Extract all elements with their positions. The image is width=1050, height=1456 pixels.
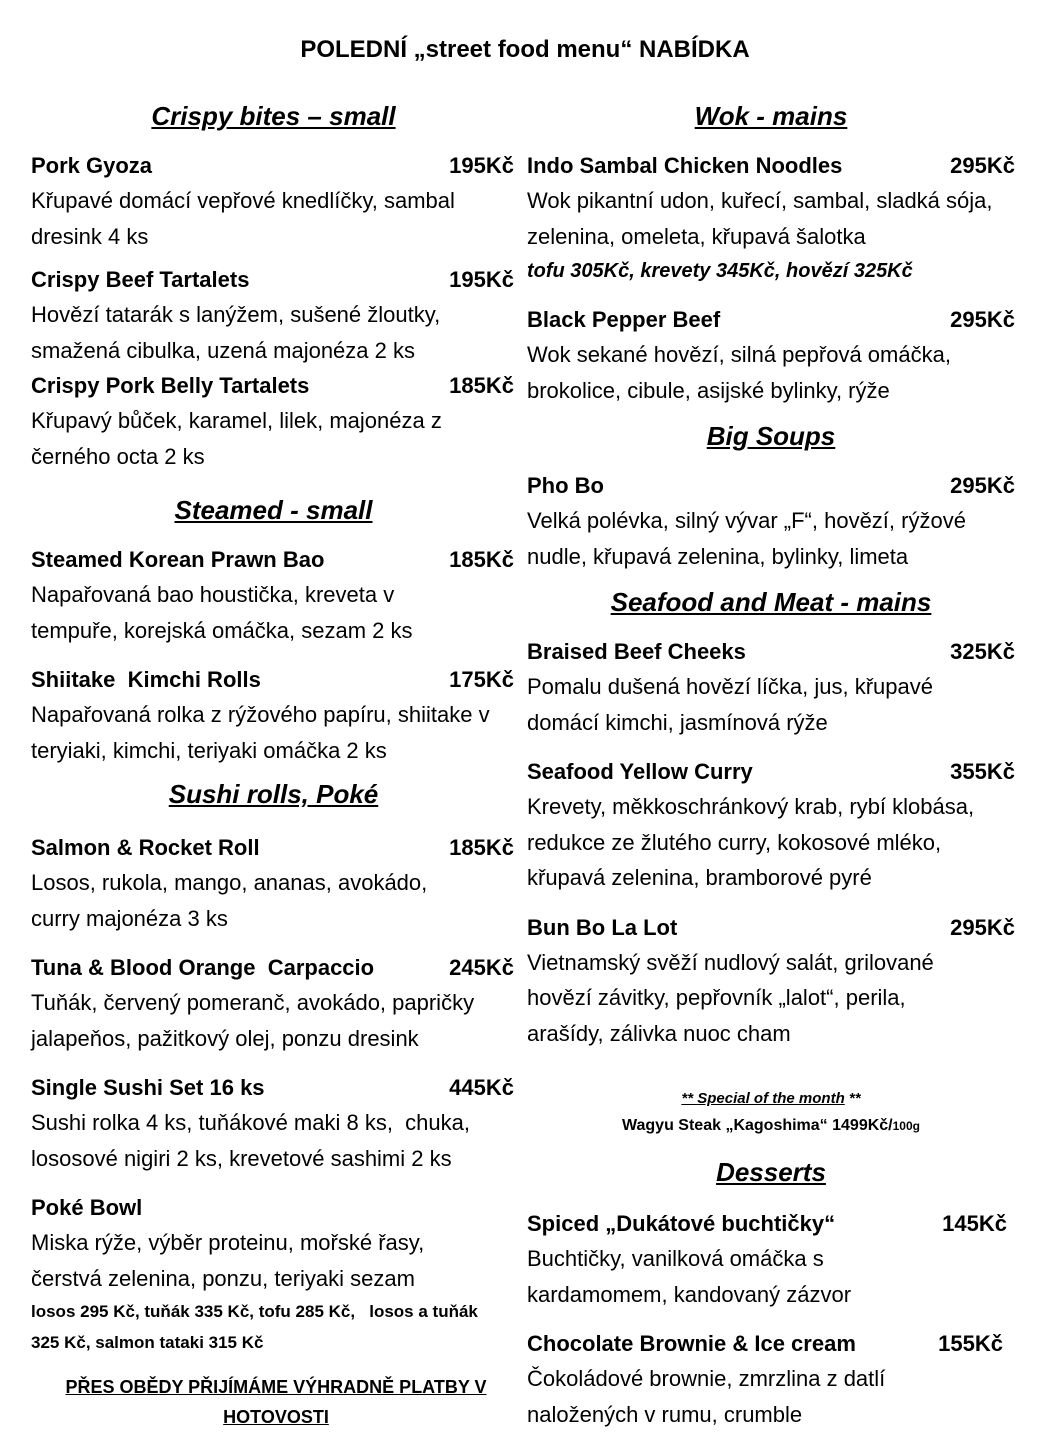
menu-item bbox=[31, 830, 514, 936]
item-price: 185Kč bbox=[449, 547, 514, 572]
menu-item bbox=[31, 1070, 514, 1176]
cash-only-notice: PŘES OBĚDY PŘIJÍMÁME VÝHRADNĚ PLATBY V HOTOVOSTI bbox=[65, 1377, 487, 1427]
item-price: 185Kč bbox=[449, 373, 514, 398]
item-name: Black Pepper Beef bbox=[527, 307, 721, 332]
item-description: Napařovaná bao houstička, kreveta v tempuře, korejská omáčka, sezam 2 ks bbox=[31, 582, 413, 643]
item-price: 245Kč bbox=[449, 955, 514, 980]
item-description: Křupavý bůček, karamel, lilek, majonéza z černého octa 2 ks bbox=[31, 408, 442, 469]
menu-item bbox=[527, 1326, 1003, 1432]
item-description: Velká polévka, silný vývar „F“, hovězí, rýžové nudle, křupavá zelenina, bylinky, limeta bbox=[527, 508, 966, 569]
item-price: 155Kč bbox=[938, 1331, 1003, 1356]
item-name: Pho Bo bbox=[527, 473, 604, 498]
menu-item bbox=[527, 1206, 1007, 1312]
item-description: Miska rýže, výběr proteinu, mořské řasy, čerstvá zelenina, ponzu, teriyaki sezam bbox=[31, 1230, 425, 1291]
item-name: Tuna & Blood Orange Carpaccio bbox=[31, 955, 375, 980]
item-price: 295Kč bbox=[950, 307, 1015, 332]
section-heading-seafood: Seafood and Meat - mains bbox=[610, 587, 932, 617]
menu-item bbox=[527, 302, 1015, 408]
item-price: 295Kč bbox=[950, 473, 1015, 498]
item-price: 355Kč bbox=[950, 759, 1015, 784]
item-name: Braised Beef Cheeks bbox=[527, 639, 746, 664]
item-name: Bun Bo La Lot bbox=[527, 914, 678, 940]
item-name: Spiced „Dukátové buchtičky“ bbox=[527, 1211, 836, 1236]
item-description: Losos, rukola, mango, ananas, avokádo, curry majonéza 3 ks bbox=[31, 870, 428, 931]
item-description: Buchtičky, vanilková omáčka s kardamomem, kandovaný zázvor bbox=[527, 1246, 852, 1307]
item-price: 185Kč bbox=[449, 835, 514, 860]
special-title: Special of the month bbox=[697, 1090, 845, 1107]
item-description: Čokoládové brownie, zmrzlina z datlí naložených v rumu, crumble bbox=[527, 1366, 886, 1427]
item-price: 145Kč bbox=[942, 1211, 1007, 1236]
menu-item bbox=[527, 634, 1015, 740]
special-stars: ** bbox=[681, 1090, 694, 1107]
item-name: Single Sushi Set 16 ks bbox=[31, 1075, 265, 1100]
item-description: Křupavé domácí vepřové knedlíčky, sambal dresink 4 ks bbox=[31, 188, 455, 249]
item-description: Hovězí tatarák s lanýžem, sušené žloutky, smažená cibulka, uzená majonéza 2 ks bbox=[31, 302, 441, 363]
item-description: Pomalu dušená hovězí líčka, jus, křupavé domácí kimchi, jasmínová rýže bbox=[527, 674, 934, 735]
menu-item bbox=[31, 368, 514, 474]
special-text: Wagyu Steak „Kagoshima“ 1499Kč/ bbox=[622, 1117, 893, 1134]
item-variants: losos 295 Kč, tuňák 335 Kč, tofu 285 Kč, losos a tuňák 325 Kč, salmon tataki 315 Kč bbox=[31, 1302, 483, 1352]
item-price: 175Kč bbox=[449, 667, 514, 692]
menu-item bbox=[31, 148, 514, 254]
item-description: Napařovaná rolka z rýžového papíru, shiitake v teryiaki, kimchi, teriyaki omáčka 2 ks bbox=[31, 702, 490, 763]
menu-item bbox=[31, 262, 514, 368]
item-variants: tofu 305Kč, krevety 345Kč, hovězí 325Kč bbox=[527, 260, 913, 282]
page-title: POLEDNÍ „street food menu“ NABÍDKA bbox=[300, 36, 750, 63]
item-price: 195Kč bbox=[449, 153, 514, 178]
menu-item bbox=[31, 1190, 514, 1358]
menu-item bbox=[31, 950, 514, 1056]
special-label bbox=[527, 1085, 1015, 1112]
special-of-month bbox=[527, 1085, 1015, 1140]
menu-item bbox=[527, 754, 1015, 896]
right-column bbox=[527, 98, 1015, 1432]
item-description: Vietnamský svěží nudlový salát, grilované hovězí závitky, pepřovník „lalot“, perila, arašídy, zálivka nuoc cham bbox=[527, 949, 934, 1046]
item-description: Wok pikantní udon, kuřecí, sambal, sladká sója, zelenina, omeleta, křupavá šalotka bbox=[527, 188, 993, 249]
item-name: Seafood Yellow Curry bbox=[527, 759, 753, 784]
item-name: Shiitake Kimchi Rolls bbox=[31, 667, 261, 692]
special-unit: 100g bbox=[892, 1119, 920, 1133]
item-description: Sushi rolka 4 ks, tuňákové maki 8 ks, chuka, lososové nigiri 2 ks, krevetové sashimi 2 ks bbox=[31, 1110, 477, 1171]
item-description: Tuňák, červený pomeranč, avokádo, papričky jalapeňos, pažitkový olej, ponzu dresink bbox=[31, 990, 475, 1051]
menu-item bbox=[527, 468, 1015, 574]
item-name: Poké Bowl bbox=[31, 1195, 143, 1220]
special-stars: ** bbox=[848, 1090, 861, 1107]
menu-item bbox=[31, 542, 514, 648]
section-heading-steamed: Steamed - small bbox=[174, 495, 373, 525]
item-price: 325Kč bbox=[950, 639, 1015, 664]
section-heading-wok: Wok - mains bbox=[694, 101, 848, 131]
item-price: 295Kč bbox=[950, 914, 1015, 940]
section-heading-sushi: Sushi rolls, Poké bbox=[168, 779, 379, 809]
menu-item bbox=[527, 910, 1015, 1052]
section-heading-desserts: Desserts bbox=[716, 1157, 826, 1187]
special-item bbox=[527, 1112, 1015, 1140]
item-price: 195Kč bbox=[449, 267, 514, 292]
item-name: Crispy Beef Tartalets bbox=[31, 267, 250, 292]
item-price: 445Kč bbox=[449, 1075, 514, 1100]
item-price: 295Kč bbox=[950, 153, 1015, 178]
item-name: Steamed Korean Prawn Bao bbox=[31, 547, 325, 572]
section-heading-soups: Big Soups bbox=[706, 421, 836, 451]
item-name: Pork Gyoza bbox=[31, 153, 153, 178]
left-column bbox=[31, 98, 516, 1432]
menu-item bbox=[527, 148, 1015, 288]
menu-item bbox=[31, 662, 514, 768]
item-name: Crispy Pork Belly Tartalets bbox=[31, 373, 310, 398]
item-description: Krevety, měkkoschránkový krab, rybí klobása, redukce ze žlutého curry, kokosové mléko, křupavá zelenina, bramborové pyré bbox=[527, 794, 975, 890]
item-name: Salmon & Rocket Roll bbox=[31, 835, 260, 860]
section-heading-crispy: Crispy bites – small bbox=[151, 101, 396, 131]
item-description: Wok sekané hovězí, silná pepřová omáčka, brokolice, cibule, asijské bylinky, rýže bbox=[527, 342, 951, 403]
item-name: Indo Sambal Chicken Noodles bbox=[527, 153, 843, 178]
item-name: Chocolate Brownie & Ice cream bbox=[527, 1331, 856, 1356]
